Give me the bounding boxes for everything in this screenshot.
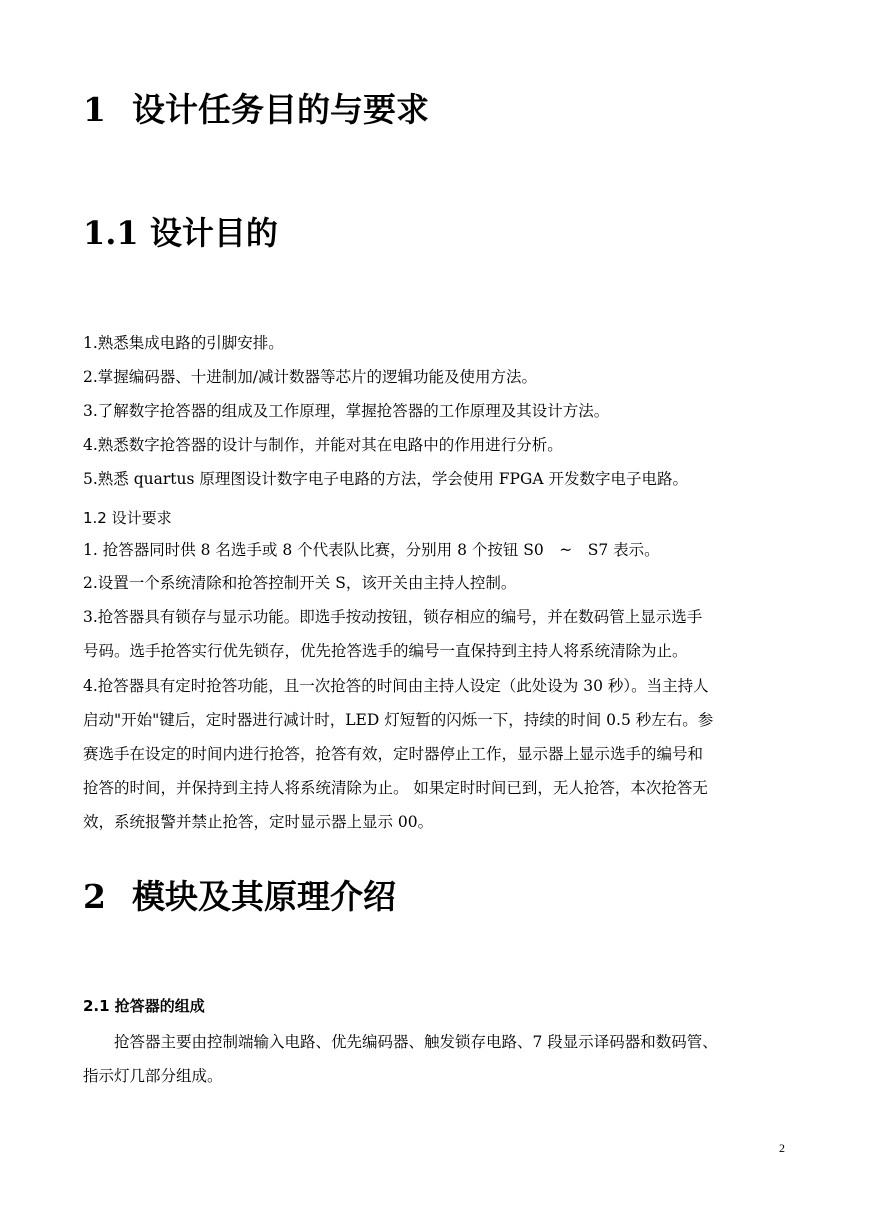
page-number: 2 <box>779 1141 785 1155</box>
section-2-1-heading: 2.1 抢答器的组成 <box>83 997 205 1015</box>
section-1-1-heading: 1.1 设计目的 <box>83 214 278 252</box>
section-1-title: 设计任务目的与要求 <box>132 90 429 129</box>
purpose-item: 4.熟悉数字抢答器的设计与制作，并能对其在电路中的作用进行分析。 <box>83 436 563 454</box>
section-1-number: 1 <box>83 90 106 129</box>
section-2-heading <box>83 871 396 918</box>
composition-line: 指示灯几部分组成。 <box>83 1067 223 1085</box>
requirement-line: 抢答的时间，并保持到主持人将系统清除为止。 如果定时时间已到，无人抢答，本次抢答无 <box>83 779 708 797</box>
requirement-line: 2.设置一个系统清除和抢答控制开关 S，该开关由主持人控制。 <box>83 574 517 592</box>
composition-line: 抢答器主要由控制端输入电路、优先编码器、触发锁存电路、7 段显示译码器和数码管、 <box>83 1033 718 1051</box>
requirement-line: 效，系统报警并禁止抢答，定时显示器上显示 00。 <box>83 813 434 831</box>
purpose-item: 5.熟悉 quartus 原理图设计数字电子电路的方法，学会使用 FPGA 开发数字电子电路。 <box>83 470 688 488</box>
requirement-line: 赛选手在设定的时间内进行抢答，抢答有效，定时器停止工作，显示器上显示选手的编号和 <box>83 745 704 763</box>
purpose-item: 3.了解数字抢答器的组成及工作原理，掌握抢答器的工作原理及其设计方法。 <box>83 402 610 420</box>
requirement-line: 1. 抢答器同时供 8 名选手或 8 个代表队比赛，分别用 8 个按钮 S0 ~ S7 表示。 <box>83 541 660 559</box>
requirement-line: 3.抢答器具有锁存与显示功能。即选手按动按钮，锁存相应的编号，并在数码管上显示选手 <box>83 608 703 626</box>
requirement-line: 4.抢答器具有定时抢答功能，且一次抢答的时间由主持人设定（此处设为 30 秒）。当主持人 <box>83 677 709 695</box>
requirement-line: 号码。选手抢答实行优先锁存，优先抢答选手的编号一直保持到主持人将系统清除为止。 <box>83 642 688 660</box>
purpose-item: 2.掌握编码器、十进制加/减计数器等芯片的逻辑功能及使用方法。 <box>83 368 538 386</box>
requirement-line: 启动"开始"键后，定时器进行减计时，LED 灯短暂的闪烁一下，持续的时间 0.5 秒左右。参 <box>83 711 714 729</box>
section-2-number: 2 <box>83 877 106 916</box>
section-1-heading <box>83 84 429 131</box>
section-2-title: 模块及其原理介绍 <box>132 877 396 916</box>
section-1-2-heading: 1.2 设计要求 <box>83 509 172 527</box>
purpose-item: 1.熟悉集成电路的引脚安排。 <box>83 334 284 352</box>
